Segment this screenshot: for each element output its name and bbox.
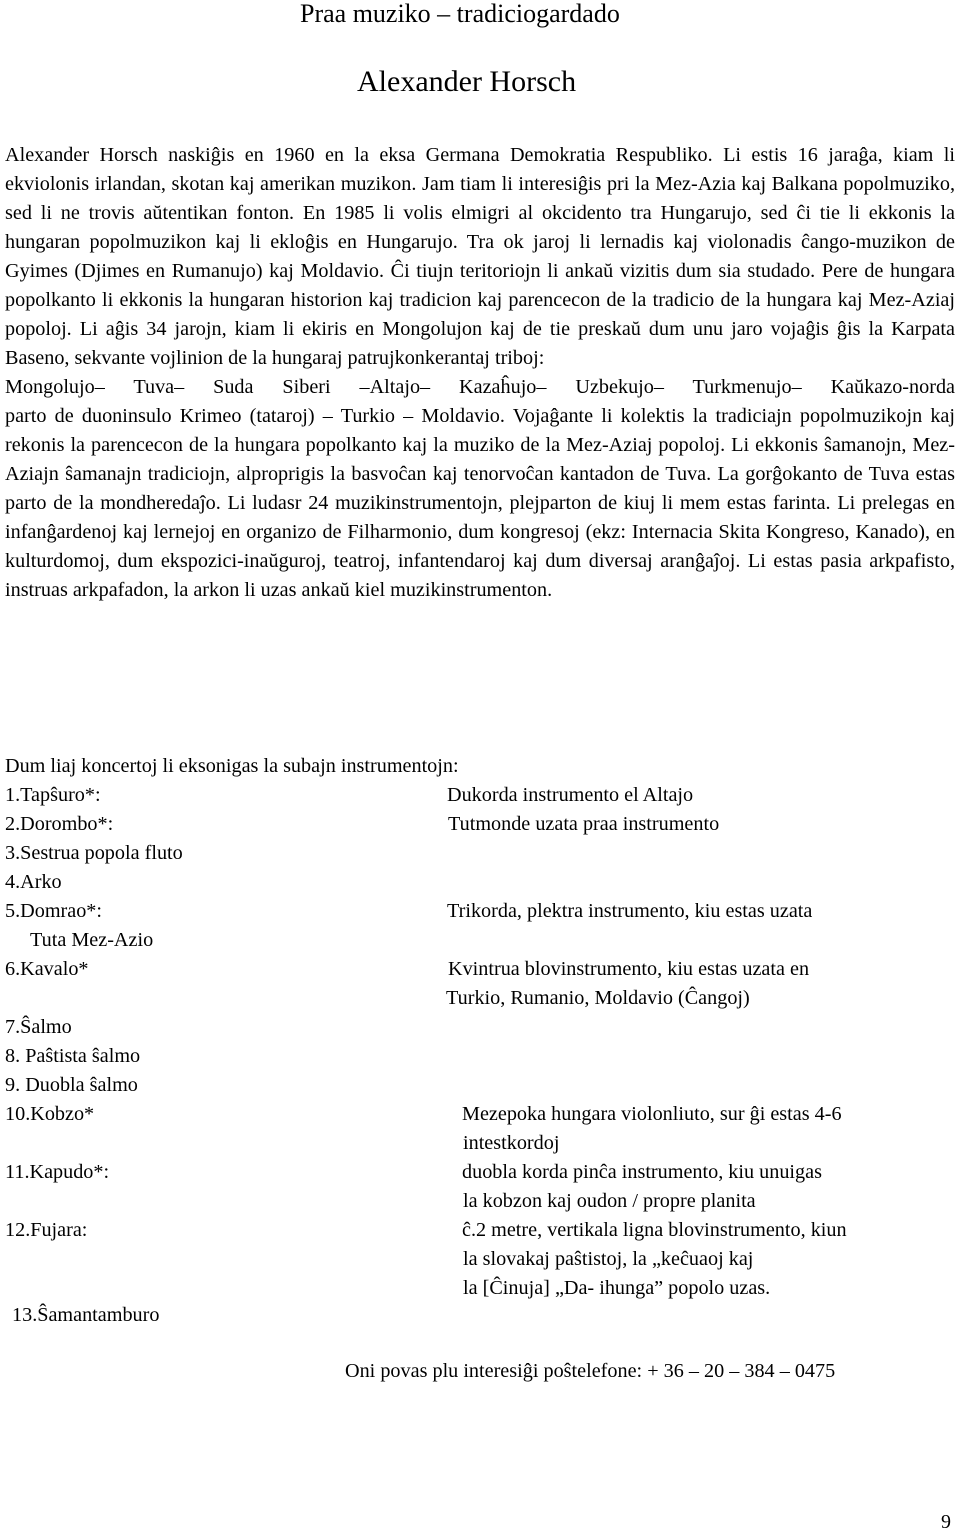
instruments-intro: Dum liaj koncertoj li eksonigas la subajn instrumentojn: [5,755,459,777]
instrument-description-continued: Turkio, Rumanio, Moldavio (Ĉangoj) [446,987,750,1009]
instrument-description: duobla korda pinĉa instrumento, kiu unuigas [462,1161,822,1183]
instrument-description: Mezepoka hungara violonliuto, sur ĝi estas 4-6 [462,1103,842,1125]
instrument-name: 5.Domrao*: [5,900,102,922]
instrument-name: 9. Duobla ŝalmo [5,1074,138,1096]
page-number: 9 [941,1511,951,1533]
instrument-description-continued: la kobzon kaj oudon / propre planita [463,1190,756,1212]
instrument-description-continued: la [Ĉinuja] „Da- ihunga” popolo uzas. [463,1277,771,1299]
article-body [5,141,955,605]
biography-paragraph: Alexander Horsch naskiĝis en 1960 en la eksa Germana Demokratia Respubliko. Li estis 16 jaraĝa, kiam li ekviolonis irlandan, skotan kaj amerikan muzikon. Jam tiam li interesiĝis pri la Mez-Azia kaj Balkana popolmuziko, sed li ne trovis aŭtentikan fonton. En 1985 li volis elmigri al okcidento tra Hungarujo, sed ĉi tie li ekkonis la hungaran popolmuzikon kaj li ekloĝis en Hungarujo. Tra ok jaroj li lernadis kaj violonadis ĉango-muzikon de Gyimes (Djimes en Rumanujo) kaj Moldavio. Ĉi tiujn teritoriojn li ankaŭ vizitis dum sia studado. Pere de hungara popolkanto li ekkonis la hungaran historion kaj tradicion kaj parencecon de la tradicio de la hungara kaj Mez-Aziaj popoloj. Li aĝis 34 jarojn, kiam li ekiris en Mongolujon kaj de tie preskaŭ dum unu jaro vojaĝis ĝis la Karpata Baseno, sekvante vojlinion de la hungaraj patrujkonkerantaj triboj: [5,144,955,369]
instrument-name: 7.Ŝalmo [5,1016,72,1038]
instrument-name: 6.Kavalo* [5,958,89,980]
instrument-description-continued: la slovakaj paŝtistoj, la „keĉuaoj kaj [463,1248,754,1270]
instrument-name: 8. Paŝtista ŝalmo [5,1045,141,1067]
instrument-description-continued: intestkordoj [463,1132,560,1154]
instrument-description-continued: Tuta Mez-Azio [30,929,154,951]
article-title: Alexander Horsch [357,65,577,98]
instrument-description: ĉ.2 metre, vertikala ligna blovinstrumento, kiun [462,1219,847,1241]
biography-paragraph-continued: parto de duoninsulo Krimeo (tataroj) – Turkio – Moldavio. Vojaĝante li kolektis la tradiciajn popolmuzikojn kaj rekonis la parencecon de la hungara popolkanto kaj la muziko de la Mez-Aziaj popoloj. Li ekkonis ŝamanojn, Mez-Aziajn ŝamanajn tradiciojn, alproprigis la basvoĉan kaj tenorvoĉan kantadon de Tuva. La gorĝokanto de Tuva estas parto de la mondheredaĵo. Li ludasr 24 muzikinstrumentojn, plejparton de kiuj li mem estas farinta. Li prelegas en infanĝardenoj kaj lernejoj en organizo de Filharmonio, dum kongresoj (ekz: Internacia Skita Kongreso, Kanado), en kulturdomoj, dum ekspozici-inaŭguroj, teatroj, infantendaroj kaj dum diversaj aranĝaĵoj. Li estas pasia arkpafisto, instruas arkpafadon, la arkon li uzas ankaŭ kiel muzikinstrumenton. [5,405,955,601]
contact-line: Oni povas plu interesiĝi poŝtelefone: + 36 – 20 – 384 – 0475 [345,1360,836,1382]
instrument-description: Kvintrua blovinstrumento, kiu estas uzata en [448,958,810,980]
instrument-description: Tutmonde uzata praa instrumento [448,813,720,835]
instrument-name: 1.Tapŝuro*: [5,784,101,806]
instrument-name: 2.Dorombo*: [5,813,114,835]
instrument-description: Trikorda, plektra instrumento, kiu estas uzata [447,900,813,922]
migration-route-line: Mongolujo– Tuva– Suda Siberi –Altajo– Kazaĥujo– Uzbekujo– Turkmenujo– Kaŭkazo-norda [5,376,955,398]
instrument-name: 12.Fujara: [5,1219,88,1241]
instrument-name: 11.Kapudo*: [5,1161,110,1183]
instrument-name: 13.Ŝamantamburo [12,1304,160,1326]
instrument-name: 3.Sestrua popola fluto [5,842,183,864]
instrument-name: 4.Arko [5,871,62,893]
instrument-name: 10.Kobzo* [5,1103,95,1125]
instrument-description: Dukorda instrumento el Altajo [447,784,694,806]
page-header: Praa muziko – tradiciogardado [300,0,620,28]
